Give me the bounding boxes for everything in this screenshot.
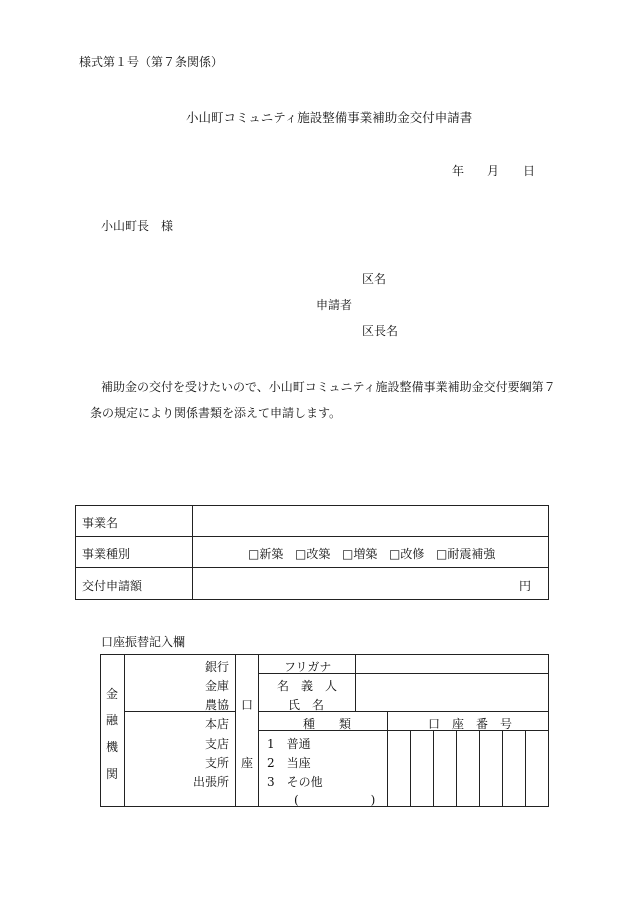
account-char-1: 口 <box>241 698 254 712</box>
account-type-ordinary[interactable]: 1 普通 <box>267 737 311 751</box>
account-number-label: 口 座 番 号 <box>428 717 513 731</box>
date-year: 年 <box>452 164 465 178</box>
institution-char-3: 機 <box>106 740 119 754</box>
body-text-line2: 条の規定により関係書類を添えて申請します。 <box>90 406 342 420</box>
branch-type-sub: 支所 <box>205 756 230 770</box>
date-month: 月 <box>487 164 500 178</box>
account-type-other-paren[interactable]: ( ) <box>294 793 376 807</box>
account-holder-label: 名 義 人 <box>277 679 338 693</box>
type-option-extension[interactable]: □増築 <box>342 547 378 561</box>
account-char-2: 座 <box>241 756 254 770</box>
bank-type-shinkin: 金庫 <box>205 679 230 693</box>
bank-type-bank: 銀行 <box>205 660 230 674</box>
addressee: 小山町長 様 <box>101 219 174 233</box>
institution-char-2: 融 <box>106 713 119 727</box>
type-option-rebuild[interactable]: □改築 <box>295 547 331 561</box>
amount-field[interactable] <box>194 569 504 597</box>
type-option-renovation[interactable]: □改修 <box>389 547 425 561</box>
branch-type-branch: 支店 <box>205 737 230 751</box>
date-day: 日 <box>523 164 536 178</box>
type-option-seismic[interactable]: □耐震補強 <box>436 547 496 561</box>
applicant-label: 申請者 <box>316 298 353 312</box>
account-holder-field[interactable] <box>356 674 547 710</box>
furigana-field[interactable] <box>356 655 547 672</box>
branch-type-head: 本店 <box>205 717 230 731</box>
bank-section-heading: 口座振替記入欄 <box>101 635 186 649</box>
account-type-other[interactable]: 3 その他 <box>267 775 323 789</box>
body-text-line1: 補助金の交付を受けたいので、小山町コミュニティ施設整備事業補助金交付要綱第７ <box>101 380 556 394</box>
district-head-label: 区長名 <box>362 324 399 338</box>
account-type-current[interactable]: 2 当座 <box>267 756 311 770</box>
account-name-label: 氏 名 <box>288 698 325 712</box>
project-name-field[interactable] <box>194 507 546 534</box>
institution-char-4: 関 <box>106 767 119 781</box>
project-type-label: 事業種別 <box>82 547 131 561</box>
amount-unit: 円 <box>519 579 532 593</box>
project-name-label: 事業名 <box>82 516 119 530</box>
type-option-new[interactable]: □新築 <box>248 547 284 561</box>
furigana-label: フリガナ <box>284 660 332 674</box>
document-title: 小山町コミュニティ施設整備事業補助金交付申請書 <box>186 110 473 125</box>
district-label: 区名 <box>362 272 387 286</box>
institution-char-1: 金 <box>106 687 119 701</box>
amount-label: 交付申請額 <box>82 579 143 593</box>
bank-type-noukyou: 農協 <box>205 698 230 712</box>
account-type-label: 種 類 <box>303 717 352 731</box>
branch-type-office: 出張所 <box>193 775 230 789</box>
form-number: 様式第１号（第７条関係） <box>79 55 224 69</box>
